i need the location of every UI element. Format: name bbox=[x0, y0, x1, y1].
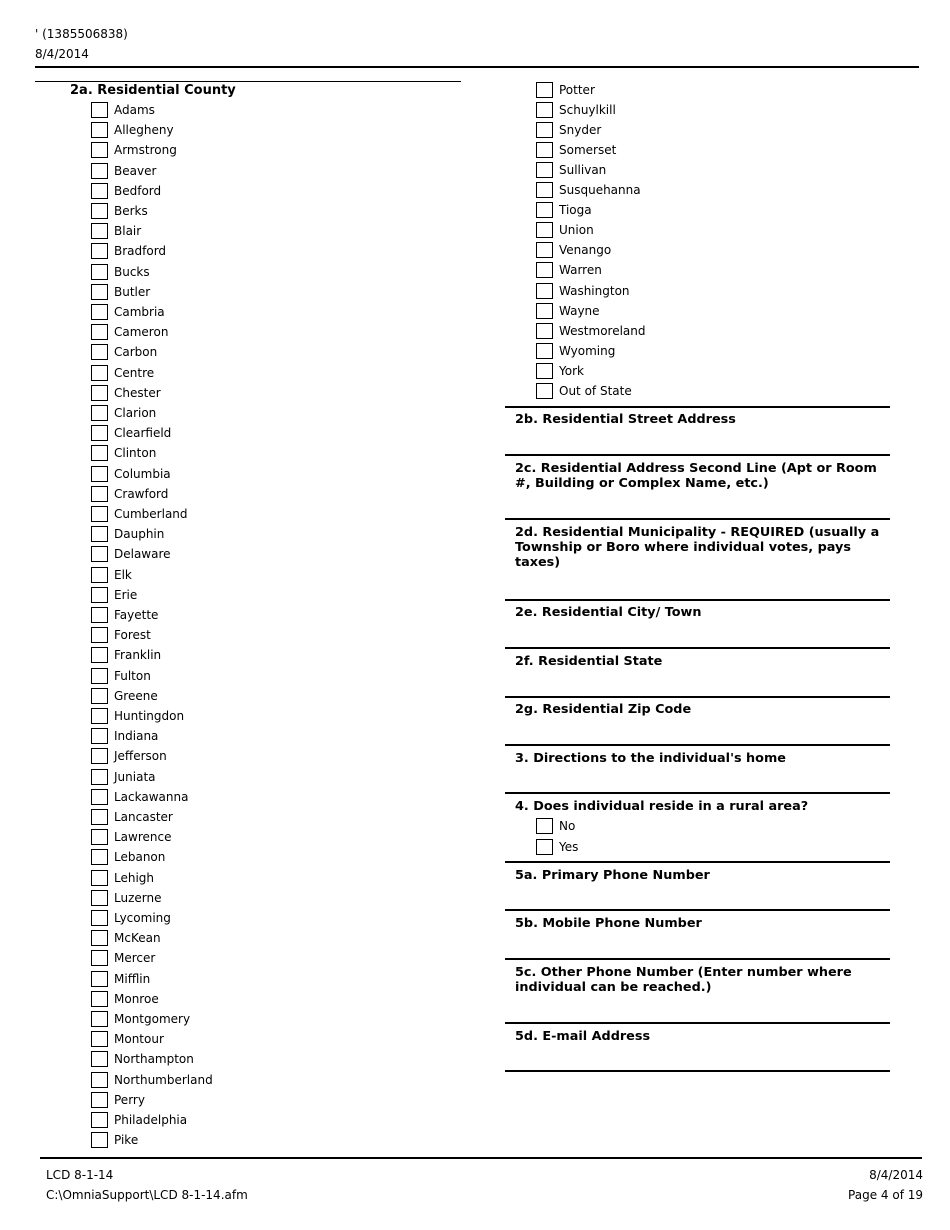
county-label: Montgomery bbox=[114, 1012, 191, 1026]
county-option-montgomery[interactable] bbox=[91, 1009, 190, 1029]
section-2b-title: 2b. Residential Street Address bbox=[515, 412, 736, 427]
county-option-delaware[interactable] bbox=[91, 544, 171, 564]
county-option-lancaster[interactable] bbox=[91, 807, 173, 827]
county-checkbox[interactable] bbox=[91, 365, 108, 381]
county-option-susquehanna[interactable] bbox=[536, 180, 641, 200]
county-checkbox[interactable] bbox=[91, 769, 108, 785]
county-label: Montour bbox=[114, 1032, 164, 1047]
section-4-title: 4. Does individual reside in a rural area? bbox=[515, 799, 809, 814]
county-label: Huntingdon bbox=[114, 709, 185, 723]
county-checkbox[interactable] bbox=[91, 526, 108, 542]
county-option-mercer[interactable] bbox=[91, 948, 155, 968]
county-label: Armstrong bbox=[114, 143, 177, 158]
rule-5c bbox=[505, 958, 890, 960]
county-label: Juniata bbox=[114, 769, 156, 784]
county-checkbox[interactable] bbox=[536, 363, 553, 379]
county-checkbox[interactable] bbox=[536, 182, 553, 198]
county-checkbox[interactable] bbox=[91, 1072, 108, 1088]
county-label: Butler bbox=[114, 284, 151, 299]
county-option-venango[interactable] bbox=[536, 240, 611, 260]
section-3-title: 3. Directions to the individual's home bbox=[515, 751, 786, 766]
county-option-allegheny[interactable] bbox=[91, 120, 174, 140]
county-checkbox[interactable] bbox=[91, 183, 108, 199]
county-label: Centre bbox=[114, 365, 155, 380]
rule-3 bbox=[505, 744, 890, 746]
rule-2g bbox=[505, 696, 890, 698]
county-label: Clearfield bbox=[114, 426, 172, 441]
rule-2d bbox=[505, 518, 890, 520]
county-option-columbia[interactable] bbox=[91, 464, 171, 484]
rule-5a bbox=[505, 861, 890, 863]
footer-form-name: LCD 8-1-14 bbox=[46, 1168, 114, 1182]
county-label: Delaware bbox=[114, 547, 171, 562]
county-label: Monroe bbox=[114, 991, 159, 1006]
county-checkbox[interactable] bbox=[91, 930, 108, 946]
county-option-cumberland[interactable] bbox=[91, 504, 188, 524]
county-label: McKean bbox=[114, 931, 161, 946]
county-option-tioga[interactable] bbox=[536, 200, 592, 220]
county-label: Potter bbox=[559, 83, 595, 97]
county-option-juniata[interactable] bbox=[91, 767, 156, 787]
county-option-forest[interactable] bbox=[91, 625, 151, 645]
rule-2e bbox=[505, 599, 890, 601]
county-option-carbon[interactable] bbox=[91, 342, 157, 362]
county-label: Luzerne bbox=[114, 890, 162, 905]
rural-no-label: No bbox=[559, 819, 576, 833]
county-option-beaver[interactable] bbox=[91, 161, 156, 181]
county-option-mifflin[interactable] bbox=[91, 969, 150, 989]
county-option-snyder[interactable] bbox=[536, 120, 601, 140]
county-label: Mifflin bbox=[114, 971, 151, 986]
county-option-cambria[interactable] bbox=[91, 302, 165, 322]
county-checkbox[interactable] bbox=[536, 102, 553, 118]
rule-5b bbox=[505, 909, 890, 911]
county-label: Allegheny bbox=[114, 123, 174, 138]
county-checkbox[interactable] bbox=[91, 809, 108, 825]
county-checkbox[interactable] bbox=[91, 870, 108, 886]
county-checkbox[interactable] bbox=[536, 262, 553, 278]
county-option-luzerne[interactable] bbox=[91, 888, 161, 908]
county-label: Cumberland bbox=[114, 507, 188, 521]
county-label: Lycoming bbox=[114, 911, 171, 925]
county-checkbox[interactable] bbox=[91, 849, 108, 865]
county-label: York bbox=[559, 363, 584, 378]
county-option-clinton[interactable] bbox=[91, 443, 156, 463]
county-label: Dauphin bbox=[114, 527, 165, 542]
rural-no-checkbox[interactable] bbox=[536, 818, 553, 834]
county-option-york[interactable] bbox=[536, 361, 584, 381]
county-checkbox[interactable] bbox=[91, 425, 108, 441]
county-option-wayne[interactable] bbox=[536, 301, 600, 321]
county-checkbox[interactable] bbox=[91, 284, 108, 300]
county-option-centre[interactable] bbox=[91, 363, 154, 383]
county-option-chester[interactable] bbox=[91, 383, 161, 403]
county-label: Adams bbox=[114, 103, 155, 117]
county-checkbox[interactable] bbox=[91, 203, 108, 219]
footer-date: 8/4/2014 bbox=[869, 1168, 923, 1182]
header-rule bbox=[35, 66, 919, 68]
county-label: Northampton bbox=[114, 1052, 194, 1067]
county-option-armstrong[interactable] bbox=[91, 140, 177, 160]
county-checkbox[interactable] bbox=[536, 323, 553, 339]
county-label: Wayne bbox=[559, 303, 600, 318]
county-checkbox[interactable] bbox=[91, 445, 108, 461]
county-option-franklin[interactable] bbox=[91, 645, 161, 665]
county-label: Erie bbox=[114, 587, 138, 602]
county-option-warren[interactable] bbox=[536, 260, 602, 280]
county-label: Tioga bbox=[559, 203, 592, 218]
county-option-jefferson[interactable] bbox=[91, 746, 167, 766]
county-checkbox[interactable] bbox=[91, 264, 108, 280]
county-option-huntingdon[interactable] bbox=[91, 706, 184, 726]
county-option-bedford[interactable] bbox=[91, 181, 161, 201]
county-option-mckean[interactable] bbox=[91, 928, 161, 948]
county-label: Chester bbox=[114, 385, 161, 400]
county-label: Northumberland bbox=[114, 1072, 213, 1087]
county-label: Fayette bbox=[114, 608, 159, 622]
county-label: Cameron bbox=[114, 325, 169, 340]
county-option-sullivan[interactable] bbox=[536, 160, 606, 180]
county-option-schuylkill[interactable] bbox=[536, 100, 616, 120]
county-option-elk[interactable] bbox=[91, 565, 132, 585]
county-option-indiana[interactable] bbox=[91, 726, 158, 746]
section-5c-title: 5c. Other Phone Number (Enter number where individual can be reached.) bbox=[515, 965, 852, 995]
rule-5d bbox=[505, 1022, 890, 1024]
section-2e-title: 2e. Residential City/ Town bbox=[515, 605, 702, 620]
rural-option-no[interactable] bbox=[536, 816, 575, 836]
county-checkbox[interactable] bbox=[91, 647, 108, 663]
county-checkbox[interactable] bbox=[536, 162, 553, 178]
county-label: Lebanon bbox=[114, 850, 166, 865]
county-checkbox[interactable] bbox=[91, 668, 108, 684]
rule-2c bbox=[505, 454, 890, 456]
county-checkbox[interactable] bbox=[91, 607, 108, 623]
county-checkbox[interactable] bbox=[91, 829, 108, 845]
county-checkbox[interactable] bbox=[91, 1031, 108, 1047]
county-option-union[interactable] bbox=[536, 220, 594, 240]
county-checkbox[interactable] bbox=[91, 142, 108, 158]
county-label: Lehigh bbox=[114, 870, 155, 885]
county-label: Union bbox=[559, 223, 594, 238]
county-option-fayette[interactable] bbox=[91, 605, 158, 625]
county-option-erie[interactable] bbox=[91, 585, 137, 605]
county-checkbox[interactable] bbox=[91, 506, 108, 522]
section-2g-title: 2g. Residential Zip Code bbox=[515, 702, 692, 717]
county-checkbox[interactable] bbox=[91, 385, 108, 401]
header-id-line: ' (1385506838) bbox=[35, 27, 128, 41]
county-option-potter[interactable] bbox=[536, 80, 595, 100]
county-checkbox[interactable] bbox=[91, 728, 108, 744]
county-checkbox[interactable] bbox=[91, 223, 108, 239]
rule-2f bbox=[505, 647, 890, 649]
county-option-wyoming[interactable] bbox=[536, 341, 615, 361]
county-checkbox[interactable] bbox=[536, 283, 553, 299]
county-checkbox[interactable] bbox=[91, 991, 108, 1007]
county-label: Lawrence bbox=[114, 830, 172, 845]
county-label: Out of State bbox=[559, 383, 632, 398]
county-label: Bedford bbox=[114, 183, 162, 198]
county-option-lehigh[interactable] bbox=[91, 868, 154, 888]
county-checkbox[interactable] bbox=[91, 546, 108, 562]
county-option-crawford[interactable] bbox=[91, 484, 168, 504]
rule-end bbox=[505, 1070, 890, 1072]
county-label: Forest bbox=[114, 628, 151, 643]
county-option-bucks[interactable] bbox=[91, 262, 150, 282]
county-label: Westmoreland bbox=[559, 323, 646, 338]
section-5b-title: 5b. Mobile Phone Number bbox=[515, 916, 702, 931]
county-label: Carbon bbox=[114, 345, 158, 360]
county-checkbox[interactable] bbox=[91, 748, 108, 764]
county-label: Jefferson bbox=[114, 749, 167, 764]
county-label: Perry bbox=[114, 1092, 145, 1107]
county-option-perry[interactable] bbox=[91, 1090, 145, 1110]
county-label: Beaver bbox=[114, 163, 157, 178]
footer-page: Page 4 of 19 bbox=[848, 1188, 923, 1202]
county-option-montour[interactable] bbox=[91, 1029, 164, 1049]
county-checkbox[interactable] bbox=[91, 971, 108, 987]
section-2c-title: 2c. Residential Address Second Line (Apt or Room #, Building or Complex Name, etc.) bbox=[515, 461, 877, 491]
section-5a-title: 5a. Primary Phone Number bbox=[515, 868, 710, 883]
county-option-somerset[interactable] bbox=[536, 140, 616, 160]
rule-4 bbox=[505, 792, 890, 794]
county-checkbox[interactable] bbox=[536, 343, 553, 359]
county-option-northumberland[interactable] bbox=[91, 1070, 213, 1090]
county-option-bradford[interactable] bbox=[91, 241, 166, 261]
county-label: Greene bbox=[114, 688, 158, 703]
county-label: Pike bbox=[114, 1133, 139, 1148]
county-checkbox[interactable] bbox=[91, 627, 108, 643]
county-option-clarion[interactable] bbox=[91, 403, 156, 423]
county-option-fulton[interactable] bbox=[91, 666, 151, 686]
county-checkbox[interactable] bbox=[536, 142, 553, 158]
county-label: Indiana bbox=[114, 729, 159, 744]
county-option-berks[interactable] bbox=[91, 201, 148, 221]
county-label: Sullivan bbox=[559, 163, 607, 178]
county-label: Somerset bbox=[559, 143, 617, 158]
county-checkbox[interactable] bbox=[91, 708, 108, 724]
county-label: Fulton bbox=[114, 668, 151, 683]
county-checkbox[interactable] bbox=[91, 587, 108, 603]
county-checkbox[interactable] bbox=[91, 1132, 108, 1148]
county-checkbox[interactable] bbox=[91, 344, 108, 360]
county-label: Cambria bbox=[114, 305, 165, 319]
county-option-out-of-state[interactable] bbox=[536, 381, 632, 401]
county-checkbox[interactable] bbox=[91, 1092, 108, 1108]
county-checkbox[interactable] bbox=[536, 383, 553, 399]
county-checkbox[interactable] bbox=[536, 222, 553, 238]
county-checkbox[interactable] bbox=[536, 242, 553, 258]
county-option-adams[interactable] bbox=[91, 100, 155, 120]
county-label: Venango bbox=[559, 243, 612, 258]
county-option-pike[interactable] bbox=[91, 1130, 138, 1150]
county-option-washington[interactable] bbox=[536, 281, 630, 301]
county-checkbox[interactable] bbox=[91, 890, 108, 906]
county-label: Columbia bbox=[114, 466, 171, 481]
county-checkbox[interactable] bbox=[91, 466, 108, 482]
county-label: Washington bbox=[559, 283, 630, 298]
section-2a-title: 2a. Residential County bbox=[70, 83, 236, 98]
county-option-lawrence[interactable] bbox=[91, 827, 172, 847]
county-option-lebanon[interactable] bbox=[91, 847, 165, 867]
footer-rule bbox=[40, 1157, 922, 1159]
county-label: Schuylkill bbox=[559, 103, 616, 118]
county-label: Lackawanna bbox=[114, 789, 189, 804]
county-checkbox[interactable] bbox=[91, 243, 108, 259]
county-label: Snyder bbox=[559, 123, 602, 138]
county-option-greene[interactable] bbox=[91, 686, 158, 706]
county-option-blair[interactable] bbox=[91, 221, 141, 241]
county-label: Philadelphia bbox=[114, 1113, 188, 1127]
footer-file-path: C:\OmniaSupport\LCD 8-1-14.afm bbox=[46, 1188, 248, 1202]
county-option-westmoreland[interactable] bbox=[536, 321, 646, 341]
county-option-clearfield[interactable] bbox=[91, 423, 171, 443]
county-checkbox[interactable] bbox=[536, 82, 553, 98]
rule-2b bbox=[505, 406, 890, 408]
county-option-butler[interactable] bbox=[91, 282, 150, 302]
county-checkbox[interactable] bbox=[91, 405, 108, 421]
county-checkbox[interactable] bbox=[91, 1011, 108, 1027]
county-checkbox[interactable] bbox=[91, 688, 108, 704]
section-2a-rule bbox=[35, 81, 461, 82]
county-option-lycoming[interactable] bbox=[91, 908, 171, 928]
rural-yes-checkbox[interactable] bbox=[536, 839, 553, 855]
rural-yes-label: Yes bbox=[559, 840, 579, 854]
county-option-dauphin[interactable] bbox=[91, 524, 164, 544]
county-checkbox[interactable] bbox=[91, 486, 108, 502]
county-checkbox[interactable] bbox=[91, 122, 108, 138]
county-checkbox[interactable] bbox=[91, 1051, 108, 1067]
section-2d-title: 2d. Residential Municipality - REQUIRED (usually a Township or Boro where individual votes, pays taxes) bbox=[515, 525, 880, 570]
county-label: Clarion bbox=[114, 406, 157, 420]
county-option-philadelphia[interactable] bbox=[91, 1110, 187, 1130]
county-label: Bucks bbox=[114, 264, 150, 279]
rural-option-yes[interactable] bbox=[536, 837, 578, 857]
county-checkbox[interactable] bbox=[536, 122, 553, 138]
county-checkbox[interactable] bbox=[536, 303, 553, 319]
county-label: Susquehanna bbox=[559, 183, 641, 198]
county-checkbox[interactable] bbox=[91, 910, 108, 926]
header-date: 8/4/2014 bbox=[35, 47, 89, 61]
county-checkbox[interactable] bbox=[536, 202, 553, 218]
county-option-cameron[interactable] bbox=[91, 322, 168, 342]
county-checkbox[interactable] bbox=[91, 304, 108, 320]
county-checkbox[interactable] bbox=[91, 324, 108, 340]
section-5d-title: 5d. E-mail Address bbox=[515, 1029, 651, 1044]
county-label: Franklin bbox=[114, 648, 162, 663]
county-label: Blair bbox=[114, 224, 142, 239]
county-label: Warren bbox=[559, 263, 602, 278]
county-checkbox[interactable] bbox=[91, 1112, 108, 1128]
county-label: Crawford bbox=[114, 486, 169, 501]
county-checkbox[interactable] bbox=[91, 102, 108, 118]
county-label: Lancaster bbox=[114, 810, 173, 824]
county-label: Bradford bbox=[114, 244, 167, 259]
county-checkbox[interactable] bbox=[91, 789, 108, 805]
county-label: Mercer bbox=[114, 951, 156, 966]
county-option-northampton[interactable] bbox=[91, 1049, 194, 1069]
county-label: Berks bbox=[114, 204, 148, 218]
county-checkbox[interactable] bbox=[91, 950, 108, 966]
county-label: Wyoming bbox=[559, 343, 616, 358]
county-checkbox[interactable] bbox=[91, 163, 108, 179]
county-checkbox[interactable] bbox=[91, 567, 108, 583]
county-label: Clinton bbox=[114, 446, 157, 461]
county-label: Elk bbox=[114, 567, 132, 582]
county-option-lackawanna[interactable] bbox=[91, 787, 188, 807]
section-2f-title: 2f. Residential State bbox=[515, 654, 663, 669]
county-option-monroe[interactable] bbox=[91, 989, 159, 1009]
